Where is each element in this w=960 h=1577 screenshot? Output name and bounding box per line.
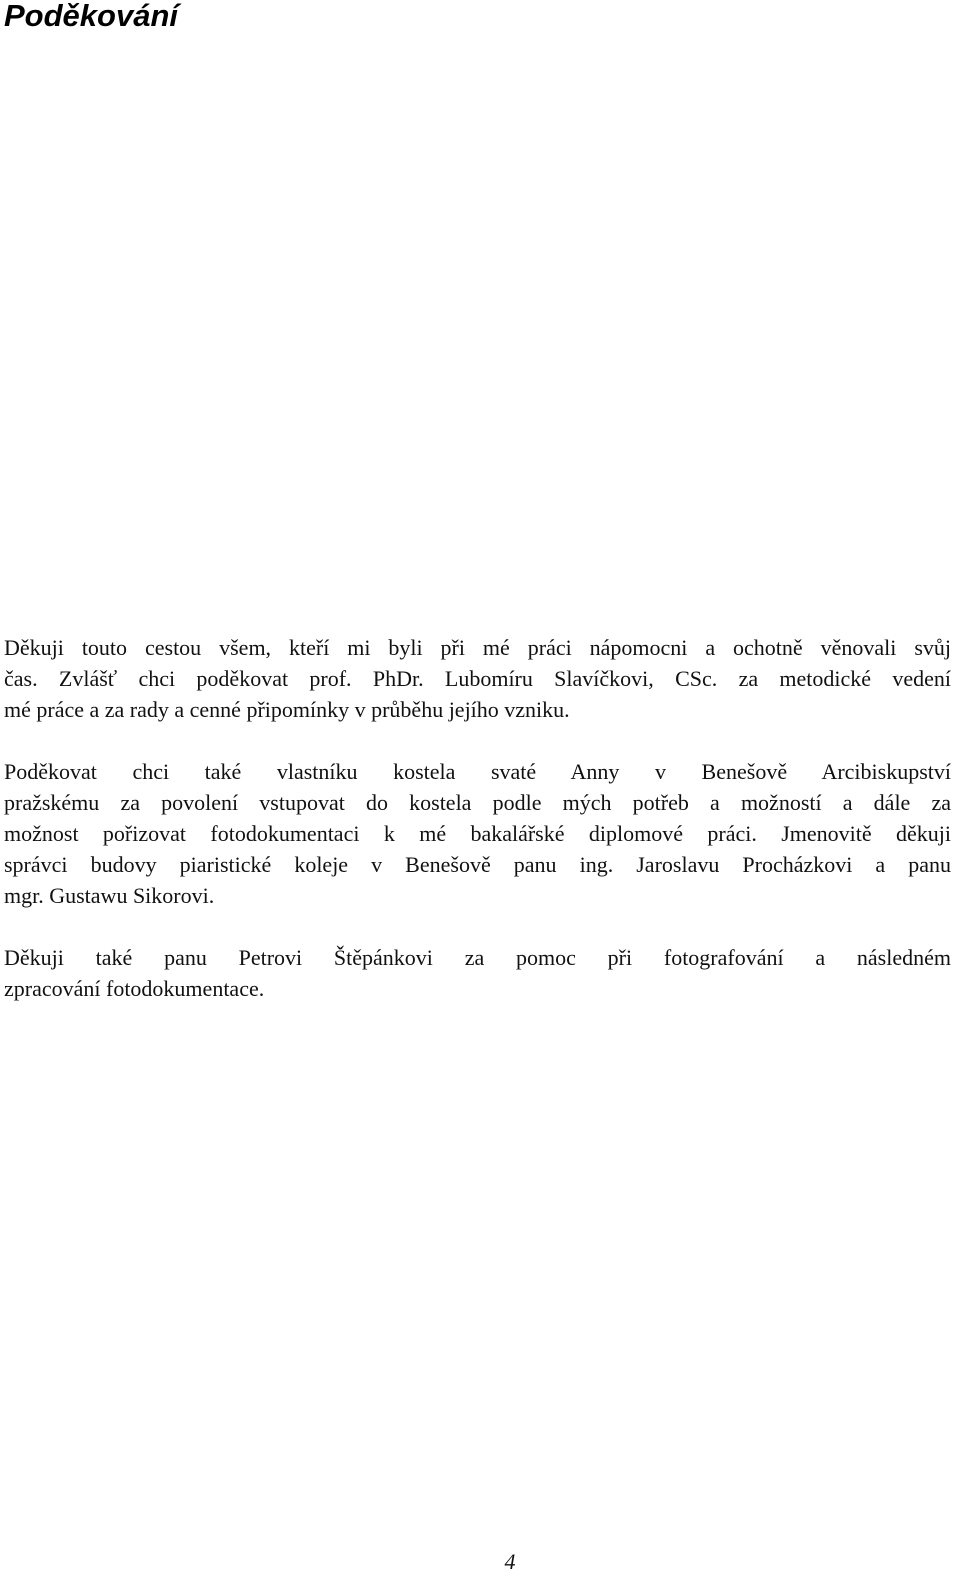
text-line: čas. Zvlášť chci poděkovat prof. PhDr. Lubomíru Slavíčkovi, CSc. za metodické vedení	[4, 666, 951, 691]
page-number: 4	[504, 1549, 516, 1574]
text-line: mé práce a za rady a cenné připomínky v průběhu jejího vzniku.	[4, 697, 570, 722]
text-line: možnost pořizovat fotodokumentaci k mé bakalářské diplomové práci. Jmenovitě děkuji	[4, 821, 951, 846]
text-line: mgr. Gustawu Sikorovi.	[4, 883, 215, 908]
page-title: Poděkování	[4, 0, 178, 33]
text-line: správci budovy piaristické koleje v Benešově panu ing. Jaroslavu Procházkovi a panu	[4, 852, 951, 877]
paragraph-acknowledgement-supervisor	[4, 632, 951, 725]
text-line: Poděkovat chci také vlastníku kostela svaté Anny v Benešově Arcibiskupství	[4, 759, 951, 784]
text-line: Děkuji touto cestou všem, kteří mi byli při mé práci nápomocni a ochotně věnovali svůj	[4, 635, 951, 660]
text-line: pražskému za povolení vstupovat do kostela podle mých potřeb a možností a dále za	[4, 790, 951, 815]
text-line: Děkuji také panu Petrovi Štěpánkovi za pomoc při fotografování a následném	[4, 945, 951, 970]
paragraph-acknowledgement-photography	[4, 942, 951, 1004]
paragraph-acknowledgement-church	[4, 756, 951, 911]
text-line: zpracování fotodokumentace.	[4, 976, 265, 1001]
